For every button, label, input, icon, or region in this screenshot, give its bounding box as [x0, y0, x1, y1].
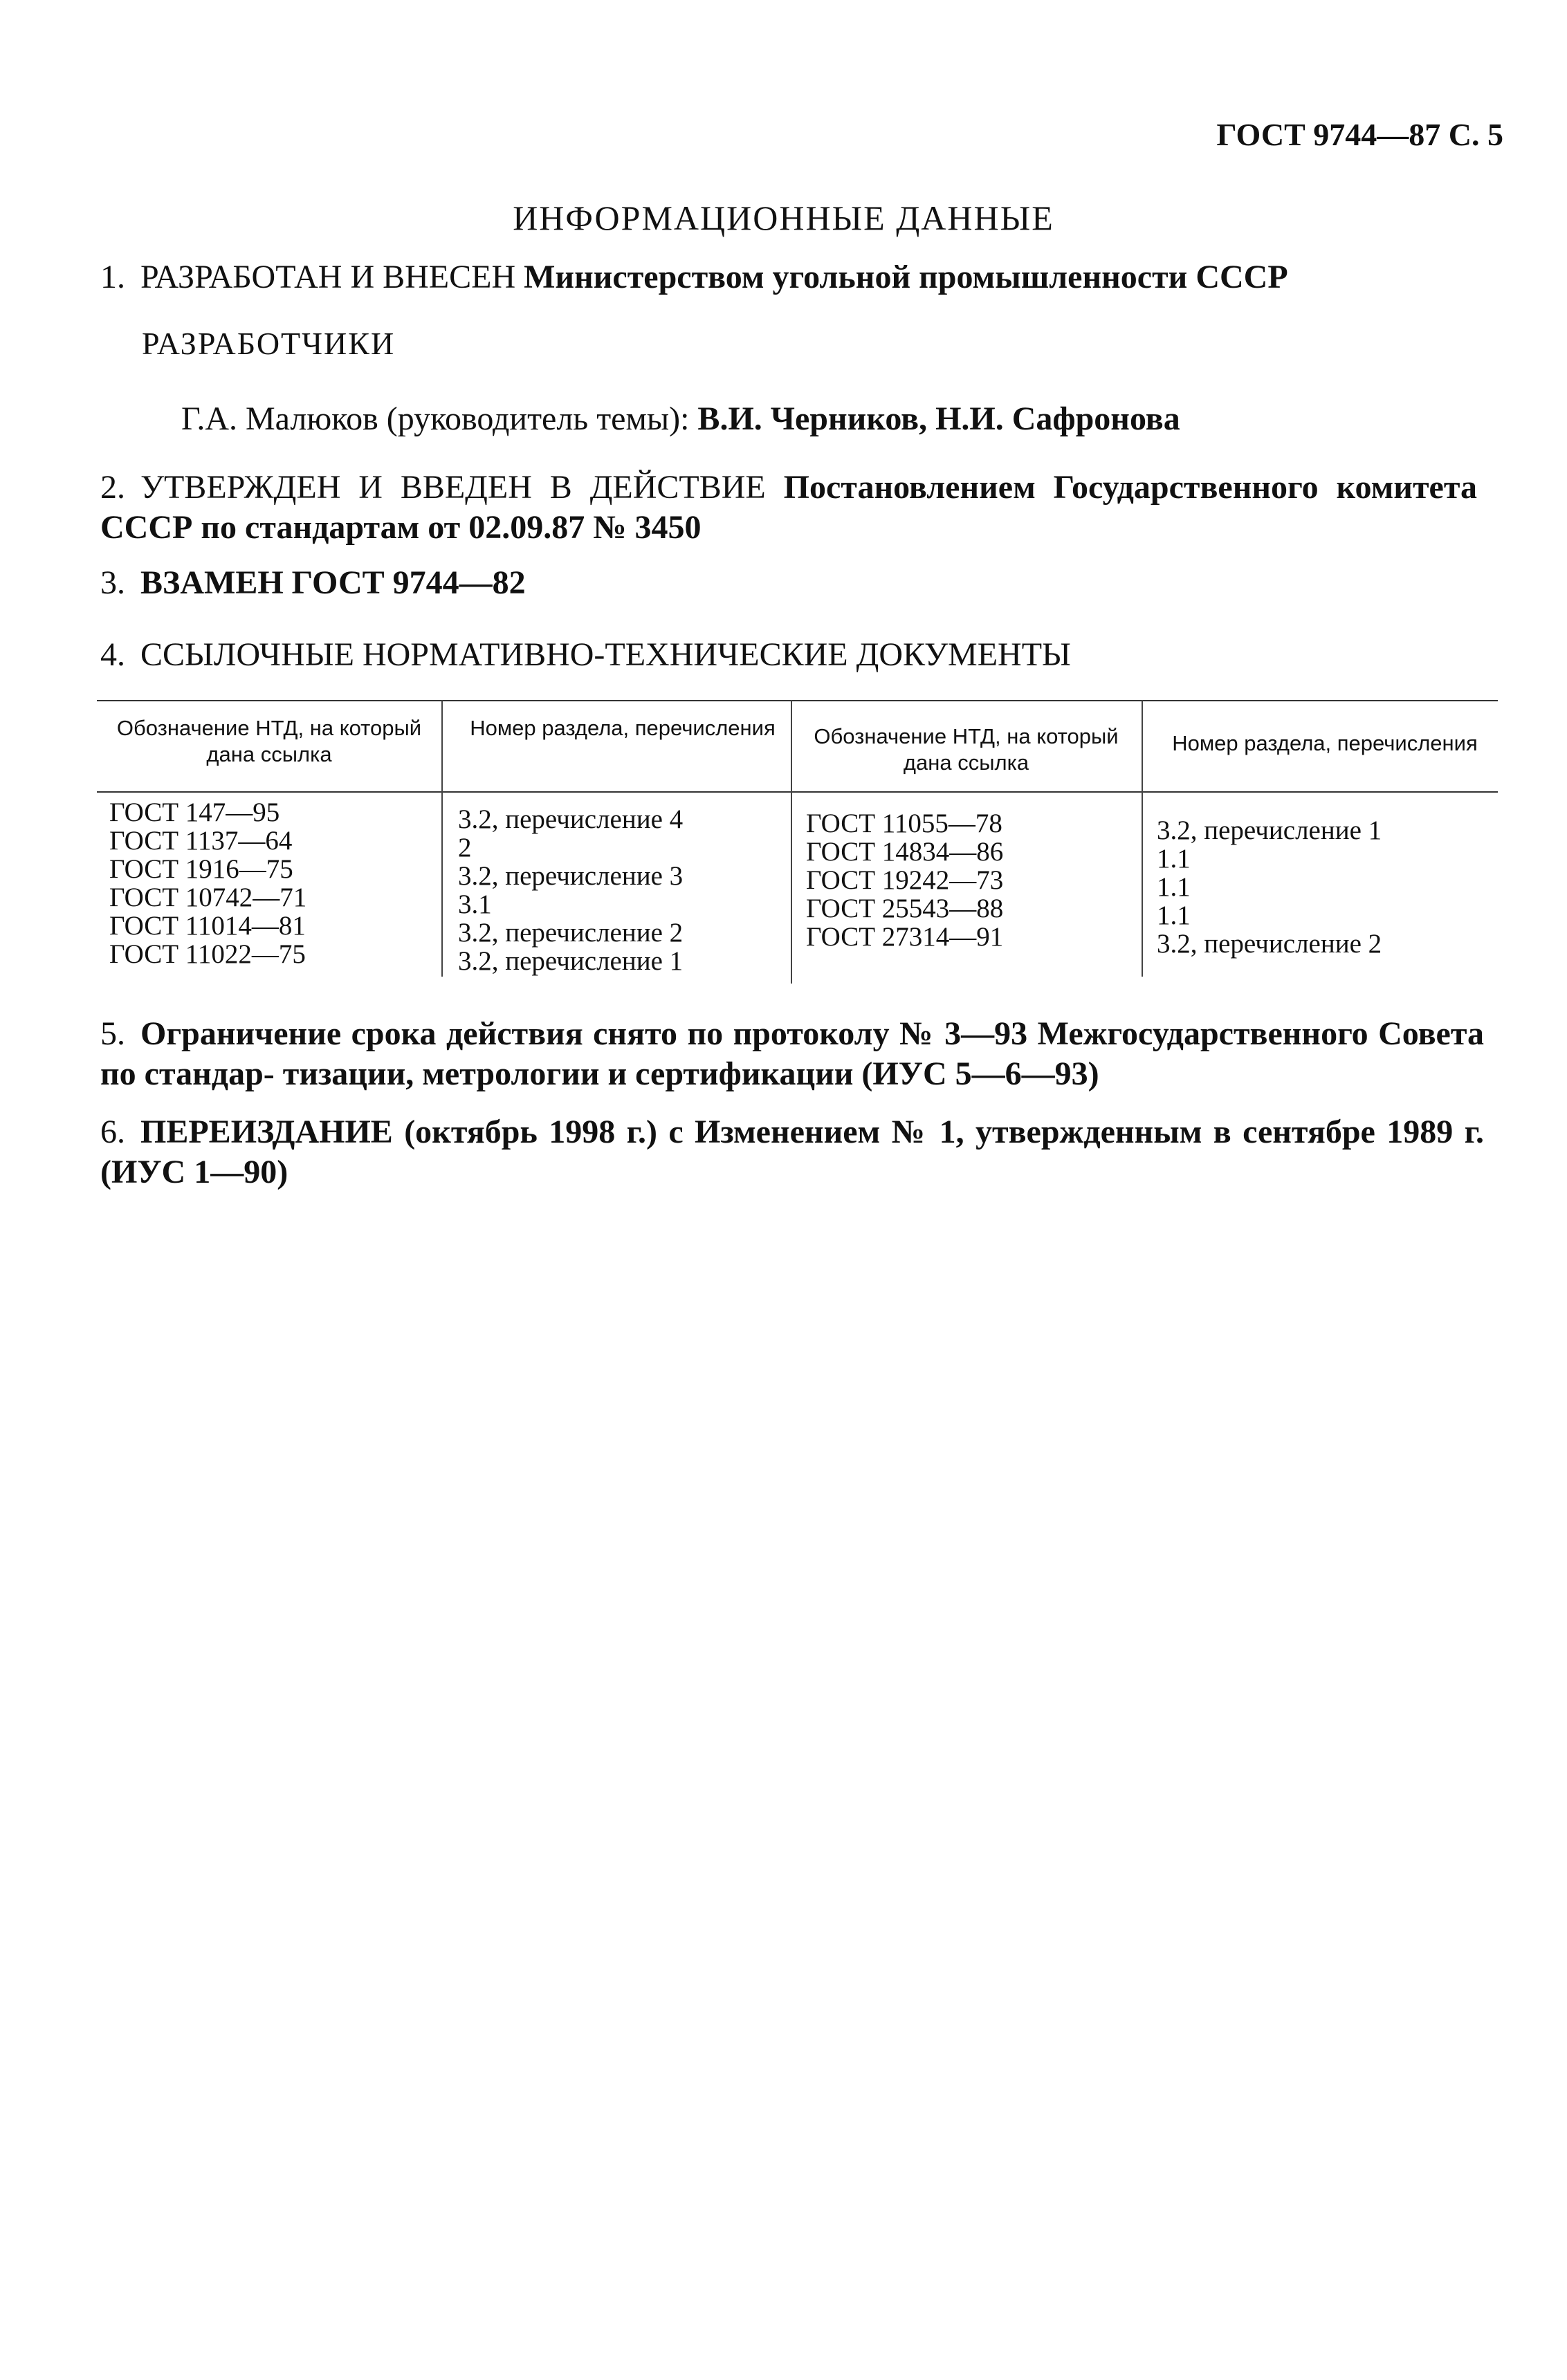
developers-line: [181, 400, 1180, 438]
table-cell: ГОСТ 10742—71: [109, 883, 307, 912]
table-column-right-refs: [1157, 816, 1382, 958]
developers-heading: РАЗРАБОТЧИКИ: [142, 326, 396, 361]
table-cell: 3.2, перечисление 3: [458, 861, 684, 891]
table-cell: 1.1: [1157, 872, 1191, 902]
item-number: 1.: [100, 259, 125, 295]
table-cell: ГОСТ 11022—75: [109, 939, 306, 969]
table-cell: ГОСТ 19242—73: [806, 865, 1004, 895]
table-column-right-docs: [806, 809, 1003, 951]
table-cell: ГОСТ 1137—64: [109, 826, 293, 856]
table-top-rule: [97, 700, 1498, 701]
table-cell: 1.1: [1157, 844, 1191, 874]
table-cell: ГОСТ 1916—75: [109, 854, 293, 884]
table-cell: ГОСТ 11055—78: [806, 809, 1002, 838]
item-lead: РАЗРАБОТАН И ВНЕСЕН: [140, 259, 516, 295]
item-number: 5.: [100, 1015, 125, 1052]
item-1: [100, 257, 1288, 297]
developer-role: (руководитель темы):: [386, 400, 690, 437]
item-text: ССЫЛОЧНЫЕ НОРМАТИВНО-ТЕХНИЧЕСКИЕ ДОКУМЕНТЫ: [140, 636, 1071, 673]
table-cell: 3.2, перечисление 2: [1157, 929, 1382, 959]
item-text: Министерством угольной промышленности СССР: [524, 259, 1288, 295]
item-text: ВЗАМЕН ГОСТ 9744—82: [140, 564, 526, 601]
table-header-cell: Обозначение НТД, на который дана ссылка: [814, 724, 1119, 775]
table-cell: 3.2, перечисление 2: [458, 918, 684, 948]
item-number: 6.: [100, 1114, 125, 1150]
item-text: ПЕРЕИЗДАНИЕ (октябрь 1998 г.) с Изменением № 1, утвержденным в сентябре 1989 г. (ИУС 1—90): [100, 1114, 1484, 1190]
table-divider: [441, 700, 443, 977]
table-cell: 2: [458, 833, 472, 862]
developer-names: В.И. Черников, Н.И. Сафронова: [697, 400, 1180, 437]
item-3: [100, 563, 526, 603]
developer-name: Г.А. Малюков: [181, 400, 378, 437]
item-number: 4.: [100, 636, 125, 673]
table-divider: [1142, 700, 1143, 977]
item-number: 2.: [100, 469, 125, 506]
table-column-left-docs: [109, 798, 306, 968]
table-cell: 3.1: [458, 889, 492, 919]
item-text: Постановлением Государственного комитета СССР по стандартам от 02.09.87 № 3450: [100, 469, 1478, 546]
table-column-left-refs: [458, 805, 683, 975]
table-cell: ГОСТ 147—95: [109, 797, 280, 827]
item-lead: УТВЕРЖДЕН И ВВЕДЕН В ДЕЙСТВИЕ: [140, 469, 766, 506]
item-number: 3.: [100, 564, 125, 601]
item-2: [100, 468, 1477, 548]
table-cell: ГОСТ 27314—91: [806, 922, 1004, 952]
table-header-cell: Номер раздела, перечисления: [1172, 731, 1478, 755]
table-cell: 3.2, перечисление 1: [458, 946, 684, 976]
table-header-cell: Номер раздела, перечисления: [470, 716, 776, 740]
item-6: [100, 1112, 1484, 1192]
table-cell: ГОСТ 25543—88: [806, 894, 1004, 923]
item-4: [100, 635, 1071, 675]
table-header-rule: [97, 791, 1498, 793]
table-header-cell: Обозначение НТД, на который дана ссылка: [116, 716, 422, 766]
item-5: [100, 1014, 1484, 1094]
table-cell: ГОСТ 14834—86: [806, 837, 1004, 867]
table-cell: 3.2, перечисление 4: [458, 804, 684, 834]
document-title: ИНФОРМАЦИОННЫЕ ДАННЫЕ: [513, 199, 1054, 237]
page-header: ГОСТ 9744—87 С. 5: [1216, 117, 1503, 152]
item-text: Ограничение срока действия снято по протоколу № 3—93 Межгосударственного Совета по стандар- тизации, метрологии и сертификации (ИУС 5—6—93): [100, 1015, 1484, 1092]
table-cell: 1.1: [1157, 901, 1191, 930]
table-cell: ГОСТ 11014—81: [109, 911, 306, 941]
references-table: [97, 700, 1498, 990]
table-cell: 3.2, перечисление 1: [1157, 815, 1382, 845]
